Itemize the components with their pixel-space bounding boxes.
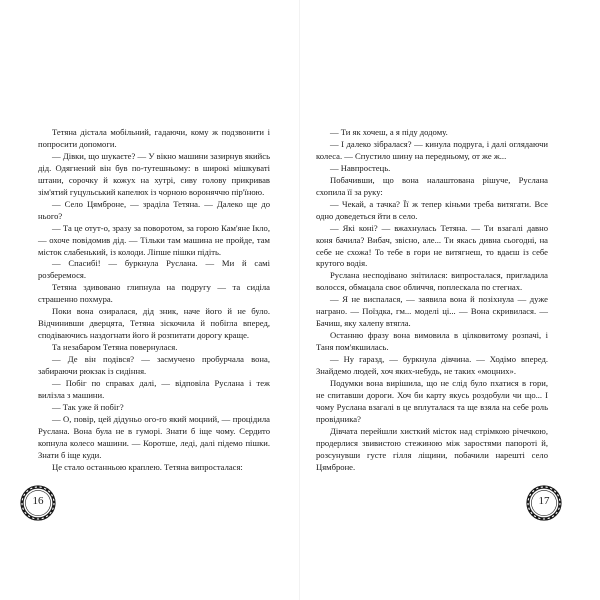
- paragraph: Та незабаром Тетяна повернулася.: [52, 342, 178, 353]
- paragraph: — І далеко зібралася? — кинула подруга, і далі оглядаючи колеса. — Спустило шину на передньому, от же ж...: [316, 138, 548, 161]
- paragraph: Дівчата перейшли хисткий місток над стрімкою річечкою, продерлися звивистою стежиною між заростями папороті й, розсунувши густе гілля ліщини, побачили нарешті село Цямброне.: [316, 425, 548, 472]
- page-number-ornament: [524, 483, 564, 523]
- paragraph: — Спасибі! — буркнула Руслана. — Ми й самі розберемося.: [38, 258, 270, 281]
- paragraph: — Так уже й побіг?: [52, 401, 124, 412]
- right-page-text: [316, 127, 548, 474]
- paragraph: Останню фразу вона вимовила в цілковитому розпачі, і Таня пом'якшилась.: [316, 330, 548, 353]
- paragraph: — Ти як хочеш, а я піду додому.: [330, 127, 448, 137]
- paragraph: — О, повір, цей дідуньо ого-го який моцний, — процідила Руслана. Вона була не в гуморі. Знати б іще чому. Сердито копнула колесо машини. — Коротше, леді, далі підемо пішки. Знати б іще куди.: [38, 413, 270, 460]
- paragraph: Побачивши, що вона налаштована рішуче, Руслана схопила її за руку:: [316, 174, 548, 197]
- paragraph: — Які коні? — вжахнулась Тетяна. — Ти взагалі давно коня бачила? Вибач, звісно, але... Ти якась дивна сьогодні, на себе не схожа! То тебе в гори не витягнеш, то вдаєш із себе крутого водія.: [316, 222, 548, 269]
- page-number: 16: [32, 495, 44, 507]
- page-number-ornament: [18, 483, 58, 523]
- paragraph: Це стало останньою краплею. Тетяна випросталася:: [52, 461, 243, 472]
- paragraph: Тетяна дістала мобільний, гадаючи, кому ж подзвонити і попросити допомоги.: [38, 127, 270, 149]
- paragraph: — Де він подівся? — засмучено пробурчала вона, забираючи рюкзак із сидіння.: [38, 354, 270, 377]
- paragraph: Руслана несподівано знітилася: випросталася, пригладила волосся, обмацала своє обличчя, поплескала по стегнах.: [316, 270, 548, 293]
- paragraph: Тетяна здивовано глипнула на подругу — та сиділа страшенно похмура.: [38, 282, 270, 305]
- paragraph: — Я не виспалася, — заявила вона й позіхнула — дуже награно. — Поїздка, гм... моделі ці... — Вона скривилася. — Бачиш, яку халепу втягла.: [316, 294, 548, 329]
- paragraph: — Дівки, що шукаєте? — У вікно машини зазирнув якийсь дід. Одягнений він був по-тутешньому: в широкі мішкуваті штани, сорочку й кожух на хутрі, сиву голову прикривав зім'ятий гуцульський капелюх із чорною вороняччю пір'їною.: [38, 150, 270, 197]
- paragraph: Подумки вона вирішила, що не слід було пхатися в гори, не спитавши дороги. Хоч би карту якусь роздобули чи що... І чому Руслана взагалі в це вплуталася та ще взяла на себе роль провідника?: [316, 378, 548, 424]
- left-page-text: [38, 127, 270, 474]
- paragraph: — Побіг по справах далі, — відповіла Руслана і теж вилізла з машини.: [38, 378, 270, 400]
- paragraph: — Село Цямброне, — зраділа Тетяна. — Далеко ще до нього?: [38, 198, 270, 221]
- paragraph: — Навпростець.: [330, 162, 391, 173]
- paragraph: — Чекай, а тачка? Її ж тепер кіньми треба витягати. Все одно доведеться йти в село.: [316, 198, 548, 221]
- paragraph: — Ну гаразд, — буркнула дівчина. — Ходімо вперед. Знайдемо людей, хоч яких-небудь, не таких «моцних».: [316, 354, 548, 377]
- paragraph: — Та це отут-о, зразу за поворотом, за горою Кам'яне Ікло, — охоче повідомив дід. — Тільки там машина не пройде, там місток слабенький, із колоди. Ліпше пішки підіть.: [38, 222, 270, 257]
- paragraph: Поки вона озиралася, дід зник, наче його й не було. Відчинивши дверцята, Тетяна зіскочила й побігла вперед, сподіваючись наздогнати його й розпитати дорогу краще.: [38, 306, 270, 341]
- page-number: 17: [538, 495, 550, 507]
- right-page: [300, 0, 600, 600]
